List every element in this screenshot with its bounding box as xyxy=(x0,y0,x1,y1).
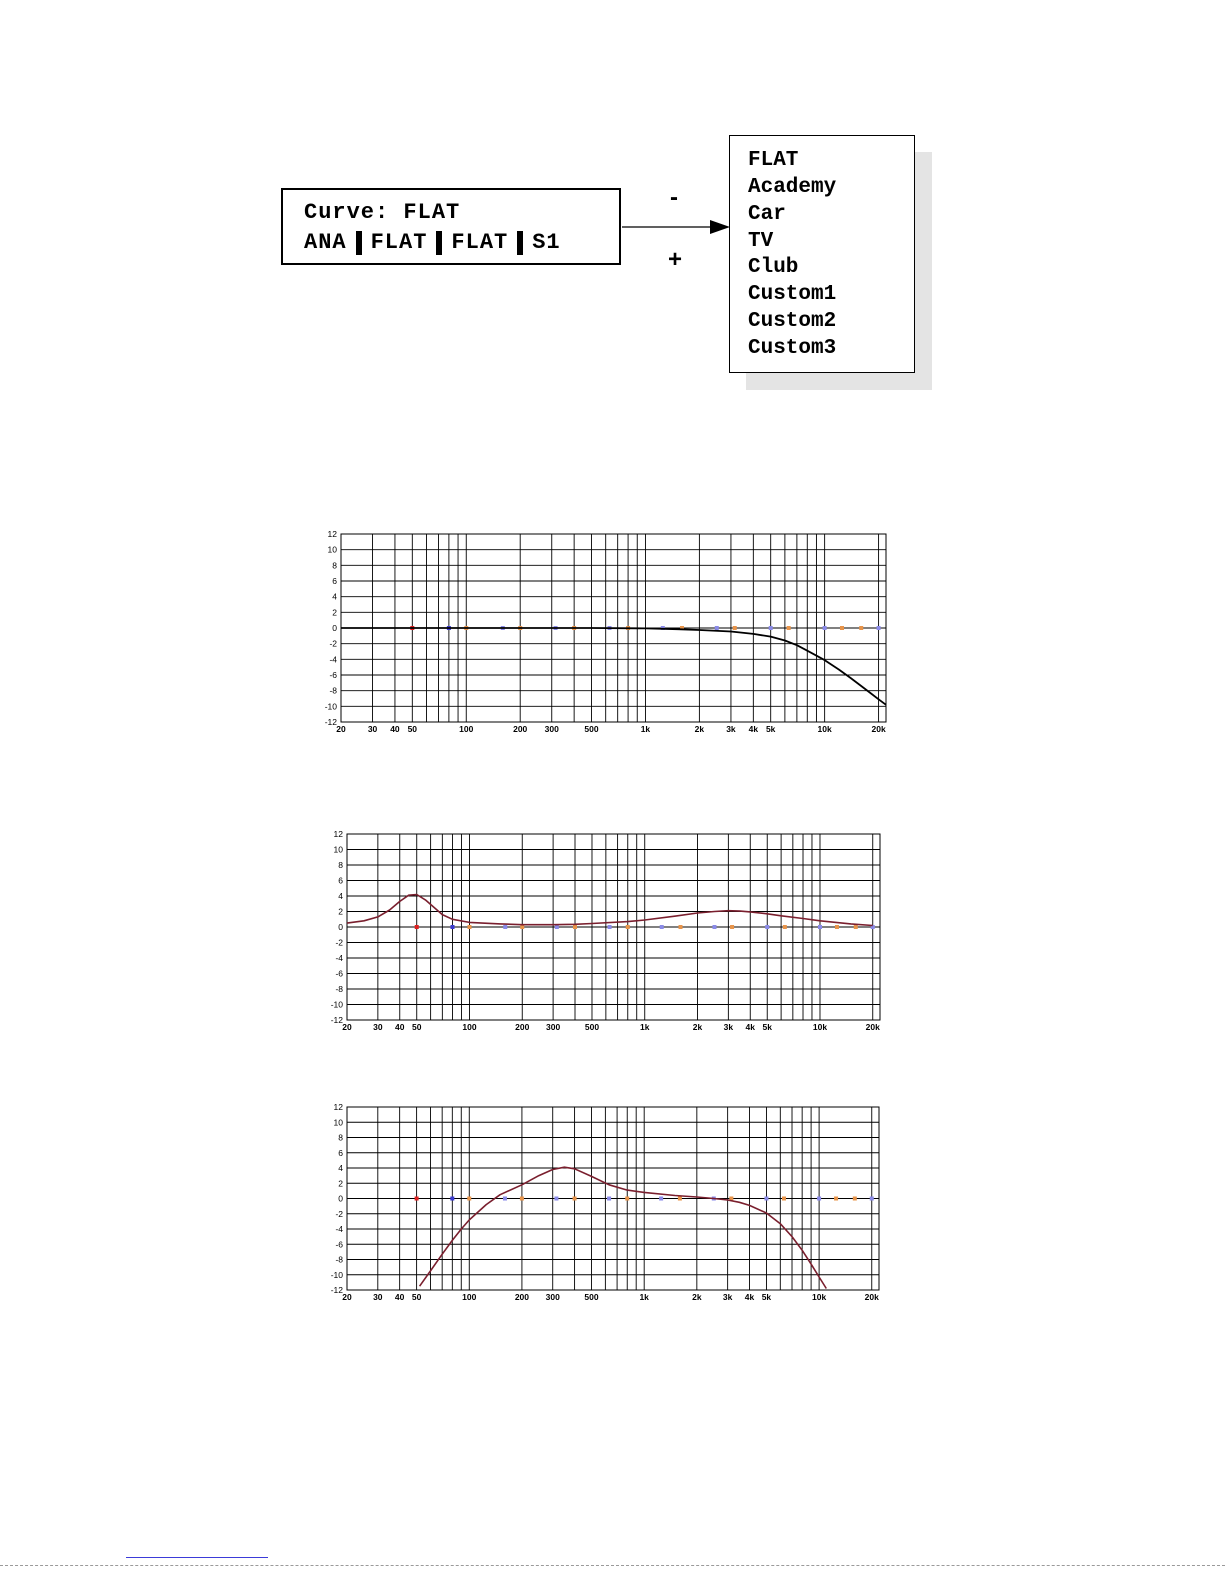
lcd-display xyxy=(281,188,621,265)
lcd-status-line xyxy=(304,230,561,255)
band-marker xyxy=(823,626,827,630)
y-tick-label: 8 xyxy=(338,860,343,870)
x-tick-label: 5k xyxy=(765,724,776,734)
band-marker xyxy=(859,626,863,630)
band-marker xyxy=(625,1197,629,1201)
menu-item-custom2[interactable]: Custom2 xyxy=(748,310,837,333)
band-marker xyxy=(660,925,664,929)
band-marker xyxy=(835,925,839,929)
y-tick-label: 4 xyxy=(338,1163,343,1173)
x-tick-label: 30 xyxy=(367,724,378,734)
y-tick-label: 12 xyxy=(333,829,343,839)
arrow-connector xyxy=(620,212,732,242)
x-tick-label: 200 xyxy=(515,1022,530,1032)
eq-chart-car-svg xyxy=(0,1098,1225,1308)
x-tick-label: 20 xyxy=(342,1022,352,1032)
band-marker xyxy=(787,626,791,630)
x-tick-label: 100 xyxy=(462,1292,477,1302)
band-marker xyxy=(783,925,787,929)
y-tick-label: 4 xyxy=(332,591,337,602)
y-tick-label: -4 xyxy=(335,953,343,963)
y-tick-label: -10 xyxy=(330,1269,343,1280)
x-tick-label: 2k xyxy=(694,724,705,734)
y-tick-label: -8 xyxy=(335,984,343,994)
x-tick-label: 3k xyxy=(726,724,736,734)
y-tick-label: 12 xyxy=(333,1102,343,1112)
x-tick-label: 4k xyxy=(744,1292,755,1302)
band-marker xyxy=(782,1197,786,1201)
x-tick-label: 100 xyxy=(462,1022,477,1032)
band-marker xyxy=(679,925,683,929)
lcd-separator xyxy=(356,231,362,255)
band-marker xyxy=(659,1197,663,1201)
band-marker xyxy=(733,626,737,630)
band-marker xyxy=(834,1197,838,1201)
x-tick-label: 20k xyxy=(865,1022,880,1032)
x-tick-label: 30 xyxy=(373,1022,383,1032)
y-tick-label: 4 xyxy=(338,891,343,901)
y-tick-label: 0 xyxy=(338,922,343,932)
band-marker xyxy=(503,1197,507,1201)
y-tick-label: -4 xyxy=(335,1224,343,1234)
band-marker xyxy=(573,925,577,929)
x-tick-label: 1k xyxy=(640,724,651,734)
x-tick-label: 50 xyxy=(412,1022,422,1032)
lcd-separator xyxy=(517,231,523,255)
menu-item-custom3[interactable]: Custom3 xyxy=(748,337,837,360)
x-tick-label: 500 xyxy=(584,1292,599,1302)
band-marker xyxy=(626,925,630,929)
x-tick-label: 300 xyxy=(544,724,559,734)
band-marker xyxy=(415,925,419,929)
band-marker xyxy=(607,1197,611,1201)
x-tick-label: 20k xyxy=(871,724,886,734)
band-marker xyxy=(573,1197,577,1201)
band-marker xyxy=(715,626,719,630)
y-tick-label: 0 xyxy=(338,1193,343,1204)
curve-menu xyxy=(729,135,915,373)
y-tick-label: -6 xyxy=(329,670,337,680)
band-marker xyxy=(467,1197,471,1201)
band-marker xyxy=(818,925,822,929)
band-marker xyxy=(608,925,612,929)
x-tick-label: 40 xyxy=(394,1292,405,1302)
plus-label: + xyxy=(668,246,683,273)
band-marker xyxy=(730,925,734,929)
band-marker xyxy=(520,1197,524,1201)
y-tick-label: 2 xyxy=(338,906,343,917)
y-tick-label: -10 xyxy=(330,999,343,1010)
x-tick-label: 4k xyxy=(748,724,759,734)
x-tick-label: 10k xyxy=(812,1292,827,1302)
response-curve xyxy=(341,628,886,705)
y-tick-label: -6 xyxy=(335,968,343,979)
menu-item-academy[interactable]: Academy xyxy=(748,176,837,199)
y-tick-label: -2 xyxy=(329,638,337,649)
y-tick-label: -6 xyxy=(335,1239,343,1250)
x-tick-label: 500 xyxy=(584,1022,600,1032)
y-tick-label: -8 xyxy=(329,685,337,696)
band-marker xyxy=(678,1197,682,1201)
band-marker xyxy=(555,925,559,929)
lcd-separator xyxy=(436,231,442,255)
menu-item-tv[interactable]: TV xyxy=(748,230,774,253)
y-tick-label: 2 xyxy=(332,607,337,618)
band-marker xyxy=(503,925,507,929)
y-tick-label: 12 xyxy=(327,529,337,539)
x-tick-label: 1k xyxy=(640,1022,650,1032)
lcd-curve-line: Curve: FLAT xyxy=(304,200,461,225)
x-tick-label: 1k xyxy=(639,1292,649,1302)
lcd-curve-1: FLAT xyxy=(370,230,428,255)
y-tick-label: 10 xyxy=(333,844,343,855)
band-marker xyxy=(415,1197,419,1201)
arrow-head-icon xyxy=(710,220,730,234)
y-tick-label: 8 xyxy=(332,560,337,571)
y-tick-label: -2 xyxy=(335,937,343,948)
menu-item-car[interactable]: Car xyxy=(748,203,786,226)
eq-chart-academy-svg xyxy=(0,825,1225,1035)
band-marker xyxy=(451,925,455,929)
x-tick-label: 4k xyxy=(745,1022,755,1032)
minus-label: - xyxy=(670,184,678,211)
x-tick-label: 300 xyxy=(545,1292,560,1302)
x-tick-label: 100 xyxy=(459,724,474,734)
y-tick-label: 10 xyxy=(333,1117,343,1128)
y-tick-label: 6 xyxy=(338,875,343,886)
x-tick-label: 20k xyxy=(864,1292,879,1302)
y-tick-label: 8 xyxy=(338,1132,343,1143)
x-tick-label: 30 xyxy=(373,1292,383,1302)
band-marker xyxy=(854,925,858,929)
footer-link-underline xyxy=(126,1557,268,1558)
band-marker xyxy=(817,1197,821,1201)
x-tick-label: 50 xyxy=(411,1292,422,1302)
y-tick-label: -8 xyxy=(335,1254,343,1265)
band-marker xyxy=(712,925,716,929)
x-tick-label: 200 xyxy=(514,1292,530,1302)
x-tick-label: 3k xyxy=(723,1022,734,1032)
y-tick-label: -12 xyxy=(324,717,337,727)
x-tick-label: 300 xyxy=(546,1022,561,1032)
lcd-slot: S1 xyxy=(532,230,561,255)
band-marker xyxy=(765,925,769,929)
band-marker xyxy=(877,626,881,630)
y-tick-label: -12 xyxy=(330,1015,343,1025)
x-tick-label: 3k xyxy=(722,1292,733,1302)
x-tick-label: 10k xyxy=(817,724,832,734)
band-marker xyxy=(769,626,773,630)
band-marker xyxy=(870,1197,874,1201)
menu-item-club[interactable]: Club xyxy=(748,256,799,279)
y-tick-label: 6 xyxy=(332,576,337,586)
x-tick-label: 40 xyxy=(390,724,400,734)
x-tick-label: 5k xyxy=(761,1292,772,1302)
y-tick-label: 6 xyxy=(338,1147,343,1158)
x-tick-label: 40 xyxy=(395,1022,405,1032)
band-marker xyxy=(467,925,471,929)
band-marker xyxy=(840,626,844,630)
band-marker xyxy=(554,1197,558,1201)
eq-chart-car xyxy=(0,1098,1225,1308)
menu-item-custom1[interactable]: Custom1 xyxy=(748,283,837,306)
eq-chart-flat-svg xyxy=(0,525,1225,740)
y-tick-label: 10 xyxy=(327,544,337,555)
x-tick-label: 10k xyxy=(812,1022,828,1032)
footer-rule xyxy=(0,1565,1225,1566)
lcd-curve-2: FLAT xyxy=(451,230,509,255)
x-tick-label: 20 xyxy=(342,1292,352,1302)
y-tick-label: 2 xyxy=(338,1178,343,1189)
x-tick-label: 500 xyxy=(584,724,599,734)
menu-item-flat[interactable]: FLAT xyxy=(748,149,799,172)
y-tick-label: -10 xyxy=(324,701,337,712)
eq-chart-flat xyxy=(0,525,1225,740)
band-marker xyxy=(764,1197,768,1201)
band-marker xyxy=(450,1197,454,1201)
x-tick-label: 20 xyxy=(336,724,346,734)
y-tick-label: -4 xyxy=(329,654,337,665)
eq-chart-academy xyxy=(0,825,1225,1035)
y-tick-label: 0 xyxy=(332,623,337,633)
x-tick-label: 2k xyxy=(692,1292,702,1302)
x-tick-label: 2k xyxy=(692,1022,703,1032)
band-marker xyxy=(520,925,524,929)
x-tick-label: 50 xyxy=(407,724,418,734)
response-curve xyxy=(347,895,873,926)
x-tick-label: 200 xyxy=(513,724,528,734)
y-tick-label: -2 xyxy=(335,1208,343,1219)
lcd-input-source: ANA xyxy=(304,230,347,255)
x-tick-label: 5k xyxy=(762,1022,772,1032)
response-curve xyxy=(420,1167,827,1288)
y-tick-label: -12 xyxy=(330,1285,343,1295)
band-marker xyxy=(853,1197,857,1201)
